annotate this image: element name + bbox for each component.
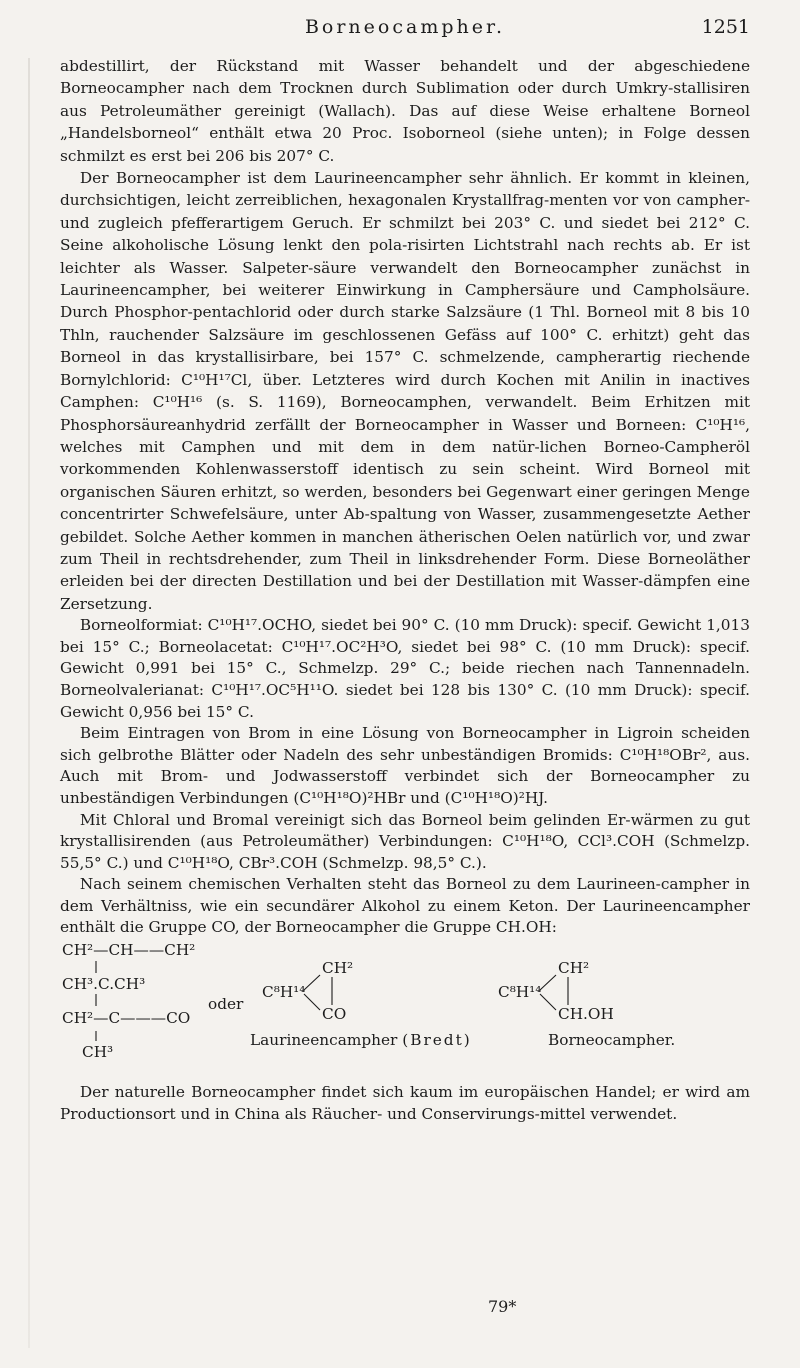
scan-edge-shadow	[28, 58, 30, 1348]
keton-author: (Bredt)	[402, 1031, 472, 1050]
ring-formula-methyl: CH³	[82, 1043, 114, 1062]
structural-formulas	[60, 939, 750, 1081]
keton-bond-up	[304, 975, 320, 990]
page-header	[60, 16, 750, 42]
running-title: Borneocampher.	[304, 16, 506, 38]
alkohol-bond-up	[540, 975, 556, 990]
keton-name: Laurineencampher	[250, 1031, 398, 1050]
keton-co: CO	[322, 1005, 347, 1024]
ring-formula-bottom: CH²—C———CO	[62, 1009, 191, 1028]
keton-bond-down	[304, 994, 320, 1010]
keton-label	[250, 1029, 472, 1051]
alkohol-bond-down	[540, 994, 556, 1010]
body-text	[60, 55, 750, 1126]
paragraph-4: Beim Eintragen von Brom in eine Lösung von Borneocampher in Ligroin scheiden sich gelbrothe Blätter oder Nadeln des sehr unbeständigen Bromids: C¹⁰H¹⁸OBr², aus. Auch mit Brom- und Jodwasserstoff verbindet sich der Borneocampher zu unbeständigen Verbindungen (C¹⁰H¹⁸O)²HBr und (C¹⁰H¹⁸O)²HJ.	[60, 724, 750, 807]
formula-oder: oder	[208, 995, 244, 1014]
paragraph-1: abdestillirt, der Rückstand mit Wasser behandelt und der abgeschiedene Borneocampher nach dem Trocknen durch Sublimation oder durch Umkry-stallisiren aus Petroleumäther gereinigt (Wallach). Das auf diese Weise erhaltene Borneol „Handelsborneol“ enthält etwa 20 Proc. Isoborneol (siehe unten); in Folge dessen schmilzt es erst bei 206 bis 207° C.	[60, 57, 750, 165]
paragraph-6: Nach seinem chemischen Verhalten steht das Borneol zu dem Laurineen-campher in dem Verhältniss, wie ein secundärer Alkohol zu einem Keton. Der Laurineencampher enthält die Gruppe CO, der Borneocampher die Gruppe CH.OH:	[60, 875, 750, 937]
signature-mark: 79*	[488, 1297, 517, 1316]
alkohol-label: Borneocampher.	[548, 1031, 676, 1050]
ring-formula-top: CH²—CH——CH²	[62, 941, 196, 960]
keton-core: C⁸H¹⁴	[262, 983, 306, 1002]
alkohol-ch2: CH²	[558, 959, 590, 978]
paragraph-3: Borneolformiat: C¹⁰H¹⁷.OCHO, siedet bei 90° C. (10 mm Druck): specif. Gewicht 1,013 bei 15° C.; Borneolacetat: C¹⁰H¹⁷.OC²H³O, siedet bei 98° C. (10 mm Druck): specif. Gewicht 0,991 bei 15° C., Schmelzp. 29° C.; beide riechen nach Tannennadeln. Borneolvalerianat: C¹⁰H¹⁷.OC⁵H¹¹O. siedet bei 128 bis 130° C. (10 mm Druck): specif. Gewicht 0,956 bei 15° C.	[60, 616, 750, 721]
paragraph-7: Der naturelle Borneocampher findet sich kaum im europäischen Handel; er wird am Productionsort und in China als Räucher- und Conservirungs-mittel verwendet.	[60, 1083, 750, 1124]
paragraph-2: Der Borneocampher ist dem Laurineencampher sehr ähnlich. Er kommt in kleinen, durchsichtigen, leicht zerreiblichen, hexagonalen Krystallfrag-menten vor von campher- und zugleich pfefferartigem Geruch. Er schmilzt bei 203° C. und siedet bei 212° C. Seine alkoholische Lösung lenkt den pola-risirten Lichtstrahl nach rechts ab. Er ist leichter als Wasser. Salpeter-säure verwandelt den Borneocampher zunächst in Laurineencampher, bei weiterer Einwirkung in Camphersäure und Campholsäure. Durch Phosphor-pentachlorid oder durch starke Salzsäure (1 Thl. Borneol mit 8 bis 10 Thln, rauchender Salzsäure im geschlossenen Gefäss auf 100° C. erhitzt) geht das Borneol in das krystallisirbare, bei 157° C. schmelzende, campherartig riechende Bornylchlorid: C¹⁰H¹⁷Cl, über. Letzteres wird durch Kochen mit Anilin in inactives Camphen: C¹⁰H¹⁶ (s. S. 1169), Borneocamphen, verwandelt. Beim Erhitzen mit Phosphorsäureanhydrid zerfällt der Borneocampher in Wasser und Borneen: C¹⁰H¹⁶, welches mit Camphen und mit dem in dem natür-lichen Borneo-Campheröl vorkommenden Kohlenwasserstoff identisch zu sein scheint. Wird Borneol mit organischen Säuren erhitzt, so werden, besonders bei Gegenwart einer geringen Menge concentrirter Schwefelsäure, unter Ab-spaltung von Wasser, zusammengesetzte Aether gebildet. Solche Aether kommen in manchen ätherischen Oelen natürlich vor, und zwar zum Theil in rechtsdrehender, zum Theil in linksdrehender Form. Diese Borneoläther erleiden bei der directen Destillation und bei der Destillation mit Wasser-dämpfen eine Zersetzung.	[60, 169, 750, 613]
page-number: 1251	[701, 16, 750, 38]
alkohol-choh: CH.OH	[558, 1005, 614, 1024]
keton-ch2: CH²	[322, 959, 354, 978]
paragraph-5: Mit Chloral und Bromal vereinigt sich das Borneol beim gelinden Er-wärmen zu gut krystallisirenden (aus Petroleumäther) Verbindungen: C¹⁰H¹⁸O, CCl³.COH (Schmelzp. 55,5° C.) und C¹⁰H¹⁸O, CBr³.COH (Schmelzp. 98,5° C.).	[60, 810, 750, 872]
alkohol-core: C⁸H¹⁴	[498, 983, 542, 1002]
ring-formula-middle: CH³.C.CH³	[62, 975, 146, 994]
